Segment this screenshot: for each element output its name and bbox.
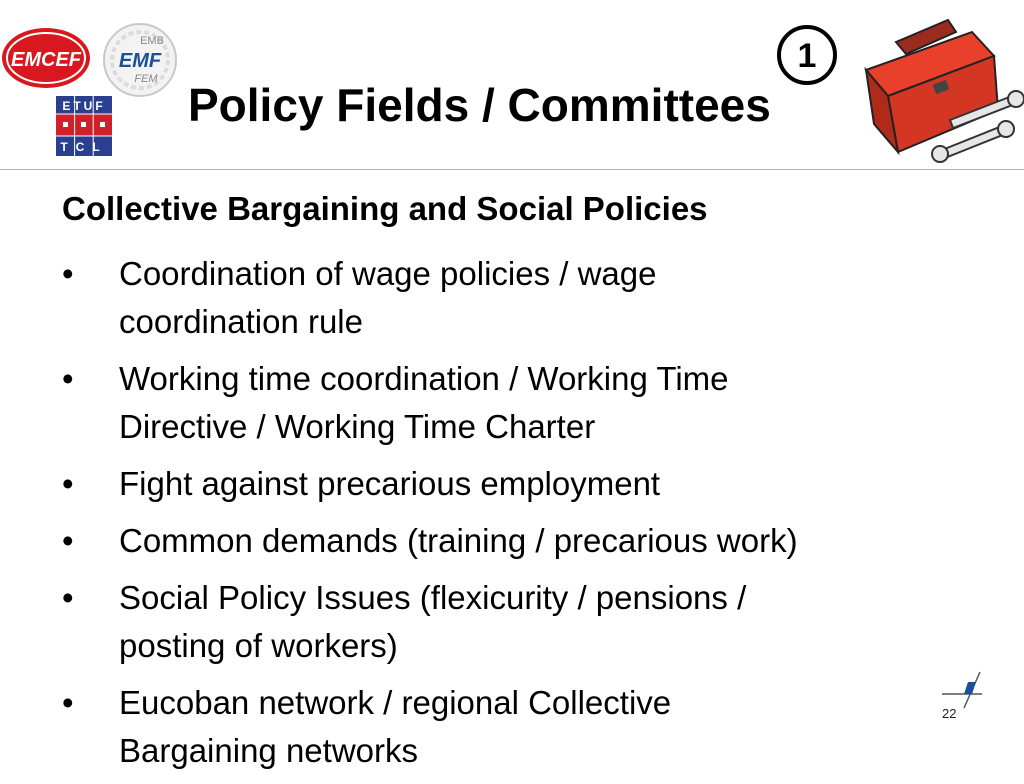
bullet-marker: • xyxy=(62,522,74,559)
circled-number-text: 1 xyxy=(797,37,817,75)
tcl-logo-text: TCL xyxy=(60,140,108,154)
emf-logo-text-bottom: FEM xyxy=(134,73,158,85)
bullet-marker: • xyxy=(62,360,74,397)
organization-logos xyxy=(0,0,180,165)
list-item xyxy=(56,355,976,451)
emcef-logo-text: EMCEF xyxy=(11,49,81,71)
list-item-text: Social Policy Issues (flexicurity / pensions / xyxy=(119,579,747,616)
list-item-text: Fight against precarious employment xyxy=(119,465,661,502)
list-item xyxy=(56,460,976,508)
list-item-text-continued: Directive / Working Time Charter xyxy=(119,408,596,445)
bullet-list xyxy=(56,250,976,784)
bullet-marker: • xyxy=(62,684,74,721)
bullet-marker: • xyxy=(62,255,74,292)
bullet-marker: • xyxy=(62,579,74,616)
list-item-text: Working time coordination / Working Time xyxy=(119,360,729,397)
list-item xyxy=(56,679,976,775)
section-heading: Collective Bargaining and Social Policies xyxy=(62,190,708,227)
slide-title: Policy Fields / Committees xyxy=(188,79,771,131)
list-item-text: Common demands (training / precarious work) xyxy=(119,522,798,559)
bullet-marker: • xyxy=(62,465,74,502)
list-item xyxy=(56,517,976,565)
emf-logo-text-top: EMB xyxy=(140,35,164,47)
circled-number-icon xyxy=(776,24,838,86)
list-item xyxy=(56,250,976,346)
list-item xyxy=(56,574,976,670)
toolbox-icon xyxy=(852,12,1024,168)
list-item-text-continued: posting of workers) xyxy=(119,627,398,664)
etuf-logo-text: ETUF xyxy=(62,99,106,113)
list-item-text-continued: Bargaining networks xyxy=(119,732,418,769)
page-number: 22 xyxy=(942,706,957,721)
etuf-tcl-logo xyxy=(56,96,112,156)
header-divider xyxy=(0,169,1024,170)
list-item-text: Coordination of wage policies / wage xyxy=(119,255,657,292)
list-item-text-continued: coordination rule xyxy=(119,303,363,340)
list-item-text: Eucoban network / regional Collective xyxy=(119,684,672,721)
emf-logo-text-main: EMF xyxy=(118,50,162,72)
